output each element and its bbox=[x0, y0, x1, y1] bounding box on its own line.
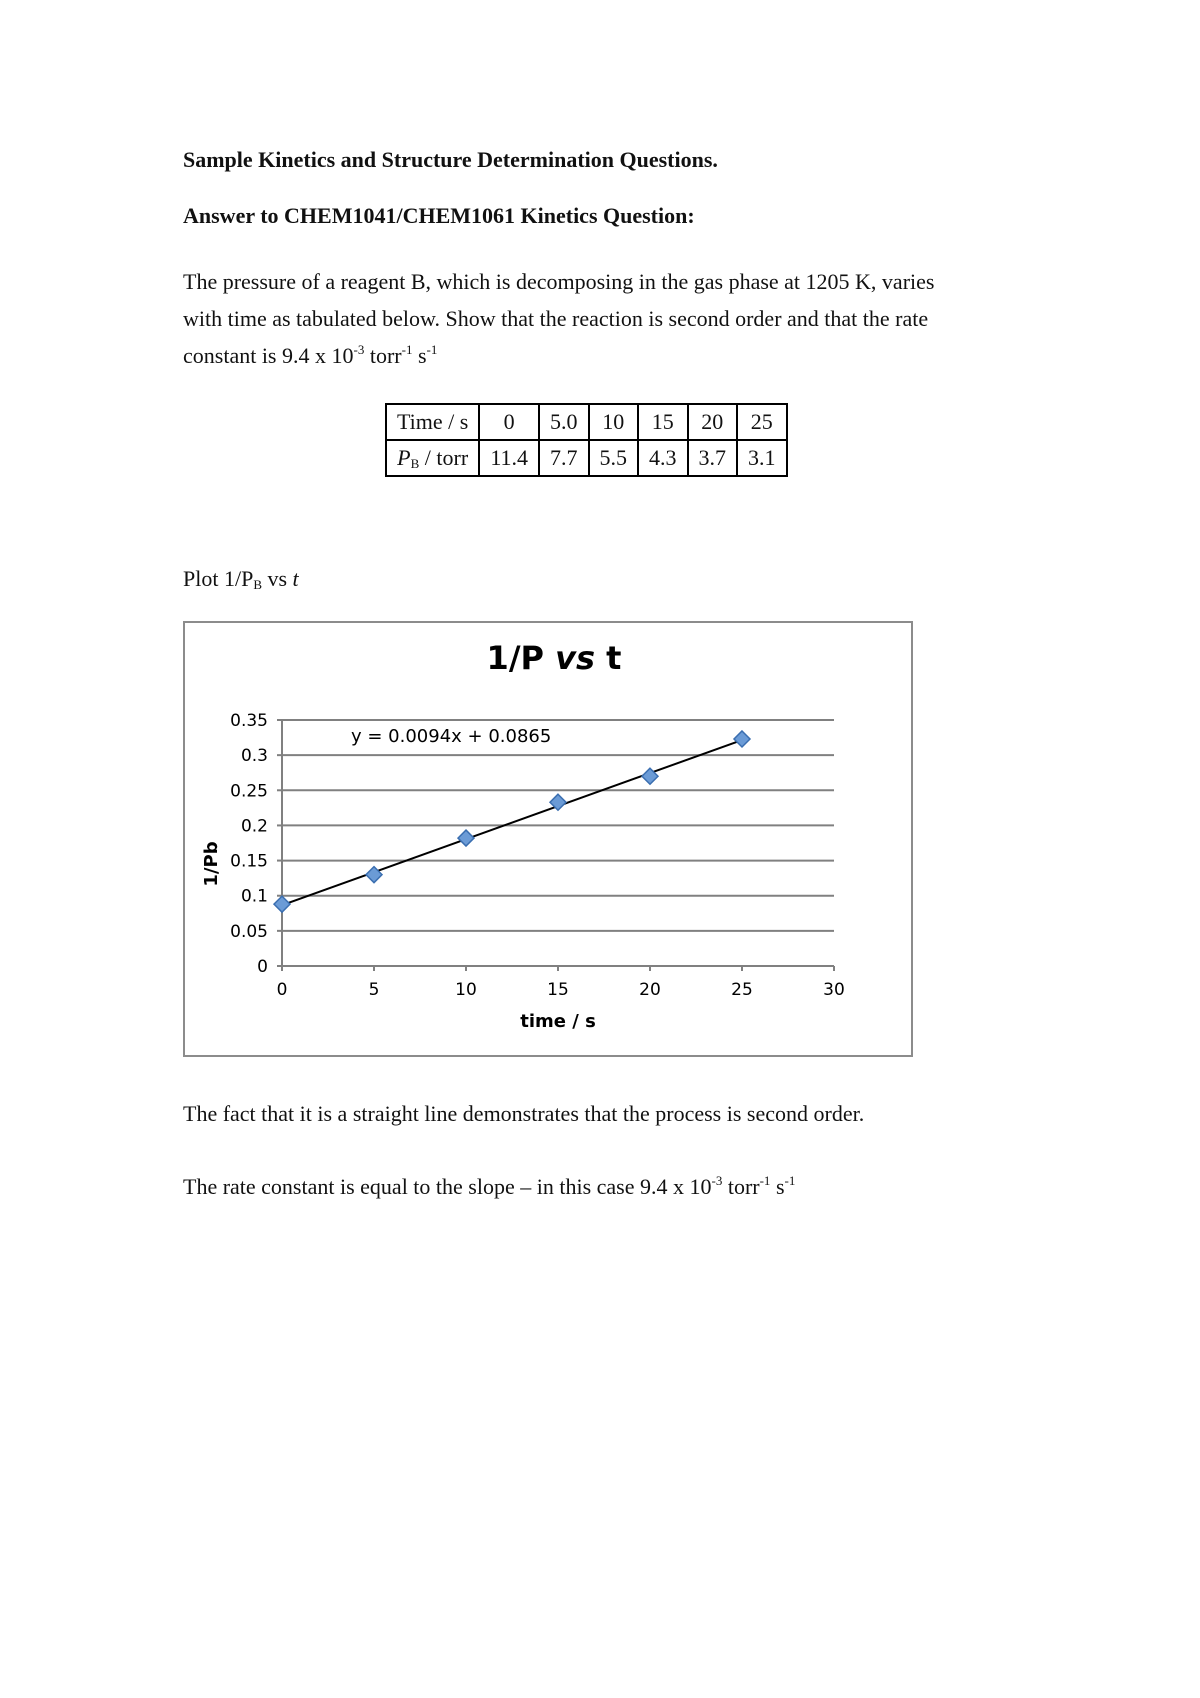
grid-layer bbox=[282, 720, 834, 931]
conclusion-text: The rate constant is equal to the slope – in this case 9.4 x 10 bbox=[183, 1174, 712, 1199]
time-cell: 0 bbox=[479, 404, 539, 440]
chart-title-part: vs bbox=[555, 639, 596, 677]
pressure-cell: 5.5 bbox=[589, 440, 639, 476]
question-text: constant is 9.4 x 10 bbox=[183, 343, 354, 368]
exponent: -1 bbox=[401, 342, 413, 357]
exponent: -3 bbox=[711, 1173, 723, 1188]
unit-torr: torr bbox=[364, 343, 402, 368]
y-tick-label: 0.3 bbox=[240, 746, 268, 767]
conclusion-line-2 bbox=[183, 1173, 796, 1199]
pressure-unit: / torr bbox=[419, 445, 469, 470]
y-tick-label: 0.25 bbox=[230, 781, 268, 802]
data-point bbox=[274, 896, 290, 912]
question-line-3 bbox=[183, 342, 438, 368]
pressure-cell: 7.7 bbox=[539, 440, 589, 476]
plot-vs: vs bbox=[261, 566, 293, 591]
question-line-2: with time as tabulated below. Show that the reaction is second order and that the rate bbox=[183, 306, 929, 331]
exponent: -3 bbox=[353, 342, 365, 357]
data-point bbox=[366, 867, 382, 883]
y-tick-label: 0.35 bbox=[230, 711, 268, 731]
plot-subscript: B bbox=[253, 577, 262, 592]
answer-heading: Answer to CHEM1041/CHEM1061 Kinetics Question: bbox=[183, 203, 695, 228]
pressure-symbol: P bbox=[397, 445, 411, 470]
conclusion-line-1: The fact that it is a straight line demonstrates that the process is second order. bbox=[183, 1101, 865, 1126]
time-cell: 20 bbox=[688, 404, 738, 440]
pressure-cell: 11.4 bbox=[479, 440, 539, 476]
x-tick-label: 10 bbox=[455, 980, 477, 1000]
page-heading: Sample Kinetics and Structure Determination Questions. bbox=[183, 147, 718, 172]
chart-title-part: t bbox=[595, 639, 622, 677]
y-tick-label: 0.05 bbox=[230, 921, 268, 942]
pressure-subscript: B bbox=[410, 456, 420, 471]
x-tick-label: 15 bbox=[547, 980, 569, 1000]
y-tick-label: 0.1 bbox=[240, 886, 268, 907]
chart-title bbox=[487, 639, 622, 677]
chart-title-part: 1/P bbox=[486, 639, 556, 677]
pressure-cell: 3.1 bbox=[737, 440, 787, 476]
trendline-equation: y = 0.0094x + 0.0865 bbox=[351, 726, 552, 747]
data-point bbox=[734, 731, 750, 747]
x-tick-label: 20 bbox=[639, 980, 661, 1000]
question-line-1: The pressure of a reagent B, which is decomposing in the gas phase at 1205 K, varies bbox=[183, 269, 935, 294]
x-tick-label: 30 bbox=[823, 980, 845, 1000]
exponent: -1 bbox=[426, 342, 438, 357]
plot-t: t bbox=[292, 566, 299, 591]
x-tick-label: 25 bbox=[731, 980, 753, 1000]
unit-s: s bbox=[412, 343, 427, 368]
x-tick-label: 0 bbox=[276, 980, 288, 1000]
y-axis-label: 1/Pb bbox=[201, 841, 222, 887]
data-point bbox=[458, 830, 474, 846]
unit-s: s bbox=[770, 1174, 785, 1199]
time-cell: 25 bbox=[737, 404, 787, 440]
y-tick-label: 0.2 bbox=[240, 816, 268, 837]
x-axis-label: time / s bbox=[520, 1011, 596, 1032]
time-cell: 10 bbox=[589, 404, 639, 440]
pressure-cell: 3.7 bbox=[688, 440, 738, 476]
x-tick-label: 5 bbox=[368, 980, 380, 1000]
plot-text: Plot 1/P bbox=[183, 566, 254, 591]
y-tick-label: 0 bbox=[257, 957, 268, 977]
unit-torr: torr bbox=[722, 1174, 760, 1199]
scatter-chart bbox=[185, 623, 911, 1055]
time-cell: 5.0 bbox=[539, 404, 589, 440]
pressure-cell: 4.3 bbox=[638, 440, 688, 476]
table-row-pressure bbox=[386, 440, 787, 476]
exponent: -1 bbox=[759, 1173, 771, 1188]
table-row-time bbox=[386, 404, 787, 440]
chart-frame bbox=[183, 621, 913, 1057]
row-header-time: Time / s bbox=[386, 404, 479, 440]
y-tick-label: 0.15 bbox=[230, 851, 268, 872]
row-header-pressure bbox=[386, 440, 479, 476]
exponent: -1 bbox=[784, 1173, 796, 1188]
plot-instruction bbox=[183, 568, 299, 590]
trendline-layer bbox=[282, 740, 742, 905]
pressure-time-table bbox=[385, 403, 788, 477]
time-cell: 15 bbox=[638, 404, 688, 440]
trendline bbox=[282, 740, 742, 905]
